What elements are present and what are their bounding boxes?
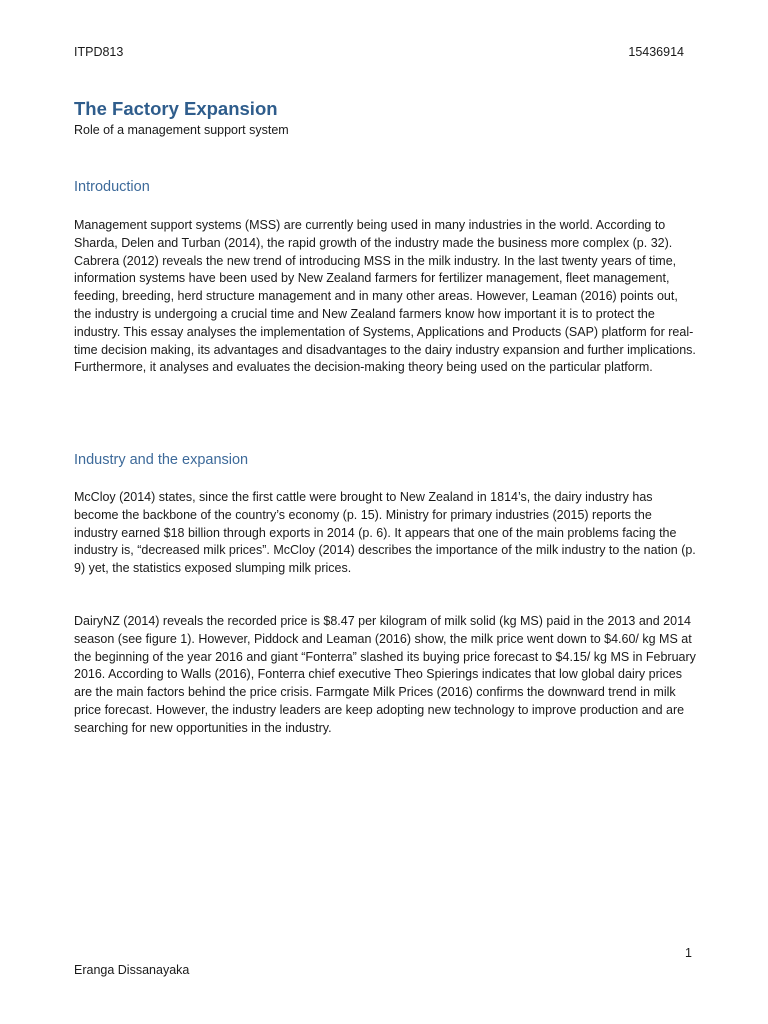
industry-paragraph-2: DairyNZ (2014) reveals the recorded price is $8.47 per kilogram of milk solid (kg MS) paid in the 2013 and 2014 season (see figure 1). However, Piddock and Leaman (2016) show, the milk price went down to $4.60/ kg MS at the beginning of the year 2016 and giant “Fonterra” slashed its buying price forecast to $4.15/ kg MS in February 2016. According to Walls (2016), Fonterra chief executive Theo Spierings indicates that low global dairy prices are the main factors behind the price crisis. Farmgate Milk Prices (2016) confirms the downward trend in milk price forecast. However, the industry leaders are keep adopting new technology to improve production and are searching for new opportunities in the industry.	[74, 614, 696, 735]
document-subtitle: Role of a management support system	[74, 123, 289, 137]
footer-author: Eranga Dissanayaka	[74, 963, 190, 977]
industry-paragraph-1: McCloy (2014) states, since the first cattle were brought to New Zealand in 1814’s, the dairy industry has become the backbone of the country’s economy (p. 15). Ministry for primary industries (2015) reports the industry earned $18 billion through exports in 2014 (p. 6). It appears that one of the main problems facing the industry is, “decreased milk prices”. McCloy (2014) describes the importance of the milk industry to the nation (p. 9) yet, the statistics exposed slumping milk prices.	[74, 490, 696, 576]
page-number: 1	[685, 946, 692, 960]
document-title: The Factory Expansion	[74, 98, 278, 119]
introduction-paragraph: Management support systems (MSS) are currently being used in many industries in the world. According to Sharda, Delen and Turban (2014), the rapid growth of the industry made the business more complex (p. 32). Cabrera (2012) reveals the new trend of introducing MSS in the milk industry. In the last twenty years of time, information systems have been used by New Zealand farmers for fertilizer management, fleet management, feeding, breeding, herd structure management and in many other areas. However, Leaman (2016) points out, the industry is undergoing a crucial time and New Zealand farmers know how important it is to protect the industry. This essay analyses the implementation of Systems, Applications and Products (SAP) platform for real-time decision making, its advantages and disadvantages to the dairy industry expansion and further implications. Furthermore, it analyses and evaluates the decision-making theory being used on the particular platform.	[74, 218, 696, 375]
section-heading-industry: Industry and the expansion	[74, 452, 249, 468]
section-heading-introduction: Introduction	[74, 179, 150, 195]
header-course-code: ITPD813	[74, 45, 124, 59]
header-student-id: 15436914	[628, 45, 684, 59]
